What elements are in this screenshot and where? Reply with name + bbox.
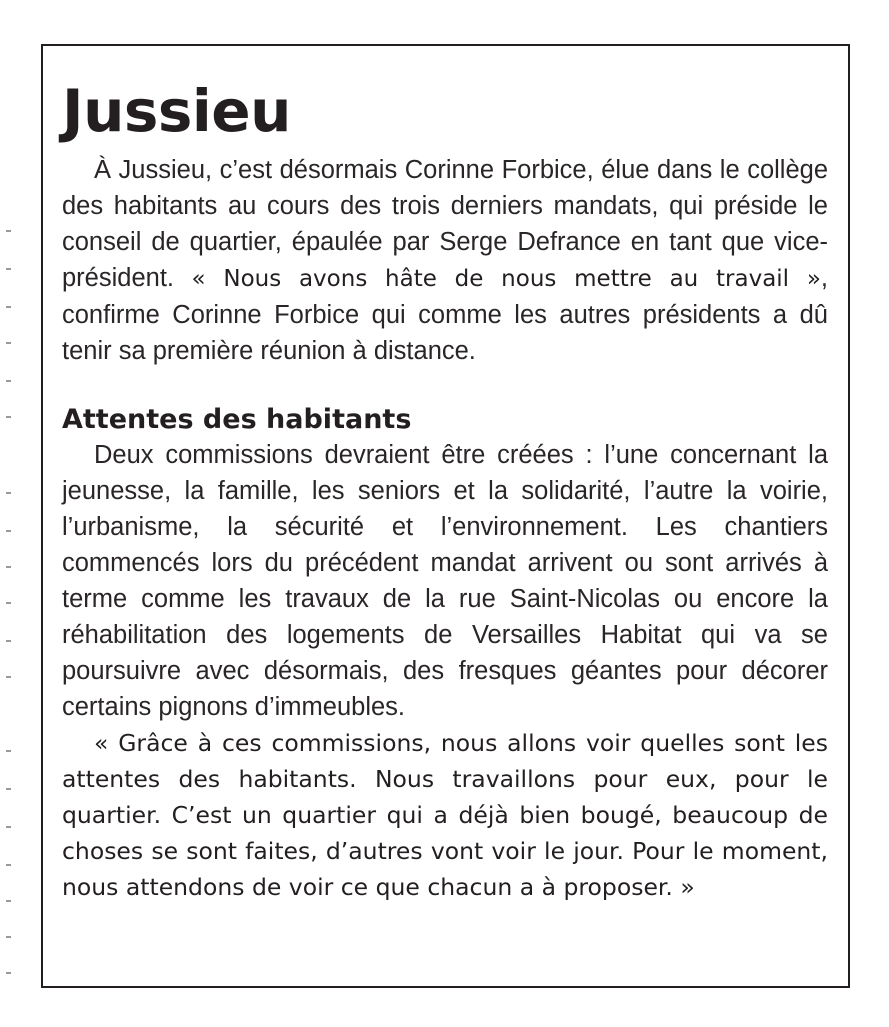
article-box [41,44,850,988]
section-heading: Attentes des habitants [62,404,412,435]
intro-text-before-quote: À Jussieu, c’est désormais Corinne Forbice, élue dans le collège des habitants au cours des trois derniers mandats, qui préside le conseil de quartier, épaulée par Serge Defrance en tant que vice-président. [62,156,828,292]
intro-text-after-quote: , confirme Corinne Forbice qui comme les autres présidents a dû tenir sa première réunion à distance. [62,264,828,365]
section-quote-paragraph: « Grâce à ces commissions, nous allons voir quelles sont les attentes des habitants. Nous travaillons pour eux, pour le quartier. C’est un quartier qui a déjà bien bougé, beaucoup de choses se sont faites, d’autres vont voir le jour. Pour le moment, nous attendons de voir ce que chacun a à proposer. » [62,729,828,901]
adjacent-column-edge [6,230,12,990]
section-paragraph: Deux commissions devraient être créées : l’une concernant la jeunesse, la famille, les seniors et la solidarité, l’autre la voirie, l’urbanisme, la sécurité et l’environnement. Les chantiers commencés lors du précédent mandat arrivent ou sont arrivés à terme comme les travaux de la rue Saint-Nicolas ou encore la réhabilitation des logements de Versailles Habitat qui va se poursuivre avec désormais, des fresques géantes pour décorer certains pignons d’immeubles. [62,441,828,721]
intro-paragraph [62,152,828,369]
article-title: Jussieu [62,77,291,145]
intro-quote: « Nous avons hâte de nous mettre au travail » [191,266,821,292]
